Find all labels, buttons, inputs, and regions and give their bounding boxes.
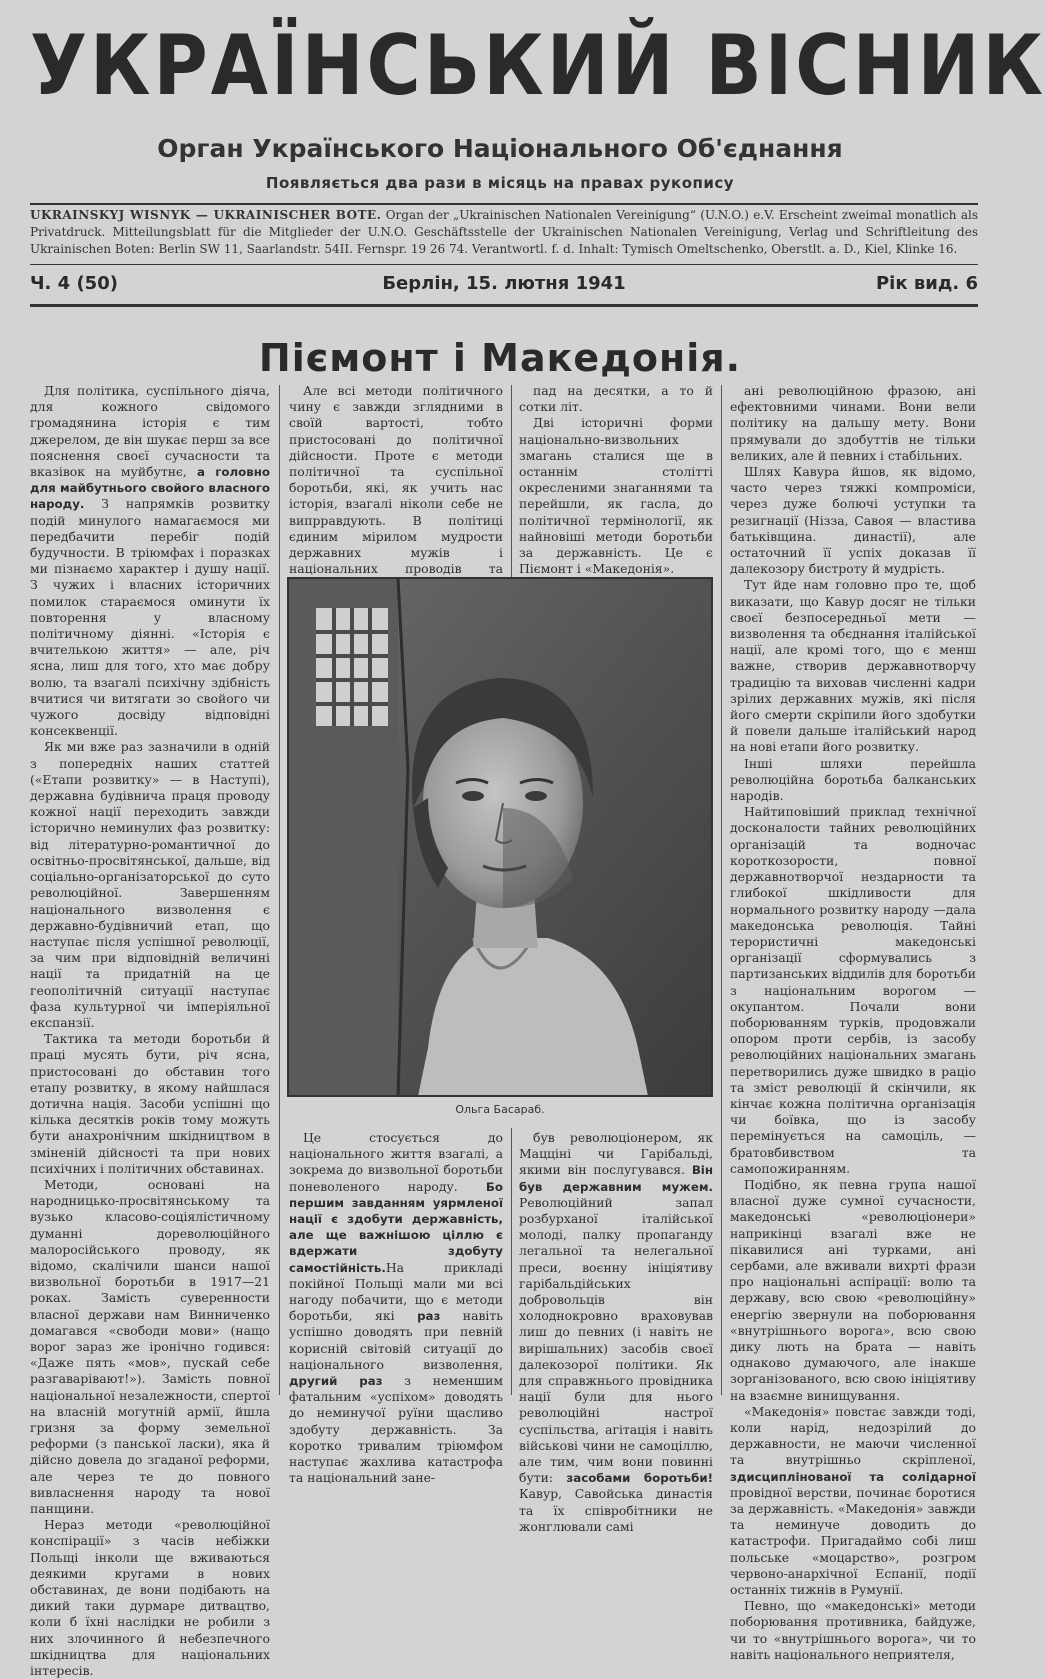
- german-imprint: [30, 207, 978, 258]
- article-emphasis: а головно для майбутнього свойого власного народу.: [30, 465, 270, 512]
- article-paragraph: [730, 1598, 976, 1663]
- article-paragraph: [730, 1404, 976, 1598]
- article-text: Певно, що «македонські» методи поборювання противника, байдуже, чи то «внутрішнього ворога», чи то навіть національного неприятеля,: [730, 1598, 976, 1662]
- article-text: був революціонером, як Мацціні чи Гарібальді, якими він послугувався.: [519, 1130, 713, 1178]
- article-emphasis: другий раз: [289, 1374, 383, 1389]
- portrait-eye-right: [525, 791, 547, 801]
- article-text: Кавур, Савойська династія та їх співробітники не жонглювали самі: [519, 1486, 713, 1534]
- article-paragraph: [730, 464, 976, 577]
- article-paragraph: [730, 577, 976, 755]
- article-paragraph: [30, 383, 270, 739]
- article-emphasis: засобами боротьби!: [566, 1471, 713, 1486]
- article-text: Подібно, як певна група нашої власної дуже сумної сучасности, македонські «революціонери» наприкінці взагалі вже не пікавилися ані турками, ані сербами, але вживали вихрті фрази про національні аспірації: волю та державу, всю свою «революційну» енергію звернули на поборювання «внутрішнього ворога», всю свою дику лють на брата — навіть однаково думаючого, але інакше зорганізованого, всю свою ініціятиву на взаємне винищування.: [730, 1176, 976, 1403]
- column-divider: [721, 385, 722, 1395]
- article-paragraph: [519, 1130, 713, 1535]
- article-text: навіть успішно доводять при певній корисній світовій ситуації до національного визволення,: [289, 1308, 503, 1372]
- article-column-3-bottom: [519, 1130, 713, 1534]
- article-text: пад на десятки, а то й сотки літ.: [519, 383, 713, 415]
- issue-place-date: Берлін, 15. лютня 1941: [382, 273, 626, 294]
- article-column-2-bottom: [289, 1130, 503, 1486]
- article-column-1: [30, 383, 270, 1679]
- article-text: Дві історичні форми національно-визвольних змагань сталися ще в останнім столітті окресленими знаганнями та перейшли, як гасла, до політичної термінології, як найновіші методи боротьби за державність. Це є Піємонт і «Македонія».: [519, 415, 713, 577]
- article-paragraph: [519, 415, 713, 577]
- issue-number: Ч. 4 (50): [30, 273, 118, 294]
- article-text: Нераз методи «революційної конспірації» з часів небіжки Польщі інколи ще вживаються деякими кругами в нових обставинах, де вони подібають на дикий таки дурмаре дитвацтво, коли б їхні наслідки не робили з них злочинного й небезпечного шкідництва для національних інтересів.: [30, 1517, 270, 1679]
- article-emphasis: здисциплінованої та солідарної: [730, 1469, 976, 1484]
- masthead-frequency: Появляється два рази в місяць на правах рукопису: [265, 174, 735, 192]
- portrait-caption: Ольга Басараб.: [455, 1103, 545, 1116]
- article-column-4: [730, 383, 976, 1662]
- article-text: «Македонія» повстає завжди тоді, коли нарід, недозрілий до державности, не маючи численної та внутрішньо скріпленої,: [730, 1403, 976, 1468]
- portrait-eye-left: [462, 791, 484, 801]
- article-paragraph: [730, 383, 976, 464]
- header-rule-top: [30, 203, 978, 205]
- article-paragraph: [30, 1177, 270, 1517]
- article-text: Тактика та методи боротьби й праці мусять бути, річ ясна, пристосовані до обставин того етапу розвитку, в якому найшлася дотична нація. Засоби успішні що кілька десятків років тому можуть бути анахронічним шкідництвом в зміненій дійсності та при нових психічних і політичних обставинах.: [30, 1031, 270, 1176]
- article-text: Найтиповіший приклад технічної досконалости тайних революційних організацій та водночас короткозорости, повної державнотворчої нездарности та глибокої шкідливости для нормального розвитку народу —дала македонська революція. Тайні терористичні македонські організації сформувались з партизанських віддилів для боротьби з національним ворогом — окупантом. Почали вони поборюванням турків, продовжали опором проти сербів, із засобу революційних національних змагань перетворились дуже швидко в раціо та зміст революції й скінчили, як кінчає кожна політична організація чи боївка, що із засобу перемінується на самоціль, — братовбивством та самопожиранням.: [730, 804, 976, 1176]
- article-emphasis: раз: [417, 1309, 441, 1324]
- issue-bar: [30, 271, 978, 301]
- newspaper-masthead: УКРАЇНСЬКИЙ ВІСНИК: [30, 17, 1046, 115]
- article-text: З напрямків розвитку подій минулого намагаємося ми передбачити перебіг подій будучности. В тріюмфах і поразках ми пізнаємо характер і душу нації. З чужих і власних історичних помилок стараємося оминути їх повторення у власному політичному діянні. «Історія є вчителькою життя» — але, річ ясна, лиш для того, хто має добру волю, та взагалі психічну здібність вчитися чи витягати зо свойого чи чужого досвіду відповідні консеквенції.: [30, 496, 270, 739]
- article-paragraph: [30, 739, 270, 1031]
- article-text: Інші шляхи перейшла революційна боротьба балканських народів.: [730, 755, 976, 804]
- article-text: Це стосується до національного життя взагалі, а зокрема до визвольної боротьби поневоленого народу.: [289, 1130, 503, 1194]
- barred-window: [316, 608, 388, 726]
- article-text: провідної верстви, починає боротися за державність. «Македонія» завжди та неминуче доводить до катастрофи. Пригадаймо собі лиш польське «моцарство», розгром червоно-анархічної Еспанії, події останніх тижнів в Румунії.: [730, 1484, 976, 1598]
- article-paragraph: [730, 1177, 976, 1404]
- article-text: Шлях Кавура йшов, як відомо, часто через тяжкі компроміси, через дуже болючі уступки та резигнації (Нізза, Савоя — властива батьківщина. династії), але остаточний її успіх доказав її далекозору бистроту й мудрість.: [730, 464, 976, 577]
- header-rule-bottom: [30, 304, 978, 307]
- article-text: Для політика, суспільного діяча, для кожного свідомого громадянина історія є тим джерелом, де він шукає перш за все пояснення своєї сучасности та вказівок на муйбутнє,: [30, 383, 270, 480]
- article-paragraph: [289, 1130, 503, 1486]
- article-text: Методи, основані на народницько-просвітянському та вузько класово-соціялістичному думанні дореволюційного малоросійського проводу, як відомо, скалічили шанси нашої визвольної боротьби в 1917—21 роках. Замість суверенности власної держави нам Винниченко домагався «свободи мови» (нащо ворог зараз же іронічно годився: «Даже пять «мов», пускай себе разгаварівают!»). Замість повної національної незалежности, спертої на власній могутній армії, йшла гризня за форму земельної реформи (з панської ласки), яка й дійсно довела до згаданої реформи, але через те до повного вивласнення народу та нової панщини.: [30, 1176, 270, 1517]
- header-rule-mid: [30, 264, 978, 265]
- article-text: ані революційною фразою, ані ефектовними чинами. Вони вели політику на дальшу мету. Вони прямували до здобуттів не тільки великих, але й певних і стабільних.: [730, 383, 976, 463]
- article-paragraph: [30, 1517, 270, 1679]
- german-imprint-lead: UKRAINSKYJ WISNYK — UKRAINISCHER BOTE.: [30, 208, 382, 222]
- german-imprint-text: Organ der „Ukrainischen Nationalen Vereinigung“ (U.N.O.) e.V. Erscheint zweimal monatlich als Privatdruck. Mitteilungsblatt für die Mitglieder der U.N.O. Geschäftsstelle der Ukrainischen Nationalen Vereinigung, Verlag und Schriftleitung des Ukrainischen Boten: Berlin SW 11, Saarlandstr. 54II. Fernspr. 19 26 74. Verantwortl. f. d. Inhalt: Tymisch Omeltschenko, Oberstlt. a. D., Kiel, Klinke 16.: [30, 208, 978, 256]
- article-paragraph: [730, 756, 976, 805]
- article-paragraph: [730, 804, 976, 1177]
- article-emphasis: Він був державним мужем.: [519, 1163, 713, 1194]
- column-divider: [511, 385, 512, 577]
- column-divider: [279, 385, 280, 1395]
- article-text: з неменшим фатальним «успіхом» доводять до неминучої руїни щасливо здобуту державність. За коротко тривалим тріюмфом наступає жахлива катастрофа та національний зане-: [289, 1373, 503, 1486]
- article-paragraph: [519, 383, 713, 415]
- article-column-3-top: [519, 383, 713, 575]
- article-paragraph: [30, 1031, 270, 1177]
- portrait-illustration: [288, 578, 712, 1096]
- article-text: Але всі методи політичного чину є завжди зглядними в своїй вартості, тобто пристосовані до політичної дійсности. Проте є методи політичної та суспільної боротьби, які, як учить нас історія, взагалі ніколи себе не випрравдують. В політиці єдиним мірилом мудрости державних мужів і національних проводів та: [289, 383, 503, 577]
- column-divider: [511, 1128, 512, 1395]
- article-text: Як ми вже раз зазначили в одній з попередніх наших статтей («Етапи розвитку» — в Наступі), державна будівнича праця проводу кожної нації переходить завжди історично неминулих фаз розвитку: від літературно-романтичної до освітньо-просвітянської, дальше, від соціально-організаторської до суто революційної. Завершенням національного визволення є державно-будівничий етап, що наступає після успішної революції, за чим при відповідній величині нації та придатній на це геополітичній ситуації наступає фаза культурної чи імперіяльної експанзії.: [30, 739, 270, 1030]
- article-text: Революційний запал розбурханої італійської молоді, палку пропаганду легальної та нелегальної преси, воєнну ініціятиву гарібальдійських добровольців він холоднокровно враховував лиш до певних (і навіть не вирішальних) засобів своєї далекозорої політики. Як для справжнього провідника нації були для нього революційні настрої суспільства, агітація і навіть військові чини не самоціллю, але тим, чим вони повинні бути:: [519, 1194, 713, 1486]
- article-headline: Пiємонт i Македонiя.: [258, 336, 742, 380]
- article-text: Тут йде нам головно про те, щоб виказати, що Кавур досяг не тільки своєї безпосередньої мети — визволення та обєднання італійської нації, але кромі того, що є менш важне, створив державнотворчу традицію та виховав численні кадри зрілих державних мужів, які після його смерти скріпили його здобутки й повели дальше італійський народ на нові етапи його розвитку.: [730, 577, 976, 755]
- masthead-subtitle: Орган Українського Національного Об'єднання: [157, 134, 843, 163]
- article-emphasis: Бо першим завданням уярмленої нації є здобути державність, але ще важнішою ціллю є вдержати здобуту самостійність.: [289, 1179, 503, 1275]
- article-column-2-top: [289, 383, 503, 575]
- article-text: На прикладі покійної Польщі мали ми всі нагоду побачити, що є методи боротьби, які: [289, 1259, 503, 1324]
- issue-year: Рік вид. 6: [875, 273, 978, 294]
